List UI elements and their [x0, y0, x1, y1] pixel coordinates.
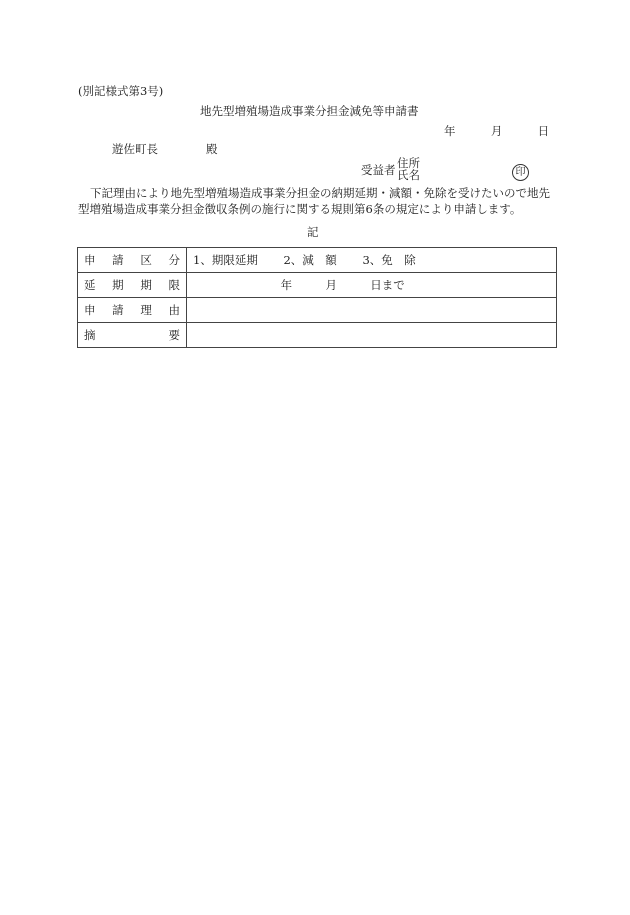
- label-char: 区: [140, 253, 152, 267]
- table-row: [78, 323, 557, 348]
- deadline-year: 年: [280, 278, 293, 292]
- deadline-day: 日まで: [370, 278, 405, 292]
- label-char: 請: [112, 303, 124, 317]
- application-type-options: [187, 248, 557, 273]
- date-month: 月: [490, 124, 503, 138]
- label-char: 由: [168, 303, 180, 317]
- label-char: 理: [140, 303, 152, 317]
- label-char: 限: [168, 278, 180, 292]
- label-char: 期: [112, 278, 124, 292]
- label-char: 摘: [84, 328, 96, 342]
- document-title: 地先型増殖場造成事業分担金減免等申請書: [200, 104, 419, 118]
- form-number: (別記様式第3号): [78, 84, 164, 98]
- deadline-month: 月: [325, 278, 337, 292]
- applicant-label: 受益者: [361, 163, 396, 177]
- ki-label: 記: [307, 225, 319, 239]
- date-day: 日: [537, 124, 550, 138]
- address-label: 住所: [397, 156, 420, 170]
- option-reduction: 2、減 額: [283, 253, 337, 267]
- row-label-remarks: [78, 323, 187, 348]
- table-row: [78, 273, 557, 298]
- label-char: 分: [168, 253, 180, 267]
- detail-table: [77, 247, 557, 348]
- label-char: 請: [112, 253, 124, 267]
- name-label: 氏名: [397, 168, 420, 182]
- remarks-value[interactable]: [187, 323, 557, 348]
- option-exemption: 3、免 除: [362, 253, 416, 267]
- row-label-reason: [78, 298, 187, 323]
- addressee-honorific: 殿: [206, 142, 218, 156]
- addressee-town: 遊佐町長: [112, 142, 158, 156]
- table-row: [78, 298, 557, 323]
- reason-value[interactable]: [187, 298, 557, 323]
- date-year: 年: [444, 124, 456, 138]
- body-text: 下記理由により地先型増殖場造成事業分担金の納期延期・減額・免除を受けたいので地先型増殖場造成事業分担金徴収条例の施行に関する規則第6条の規定により申請します。: [78, 186, 550, 216]
- label-char: 申: [84, 253, 96, 267]
- table-row: [78, 248, 557, 273]
- row-label-application-type: [78, 248, 187, 273]
- label-char: 申: [84, 303, 96, 317]
- label-char: 延: [84, 278, 96, 292]
- option-extension: 1、期限延期: [193, 253, 258, 267]
- seal-mark: 印: [512, 164, 529, 181]
- row-label-extension-deadline: [78, 273, 187, 298]
- label-char: 期: [140, 278, 152, 292]
- label-char: 要: [168, 328, 180, 342]
- date-line: [444, 124, 549, 138]
- extension-deadline-value: [187, 273, 557, 298]
